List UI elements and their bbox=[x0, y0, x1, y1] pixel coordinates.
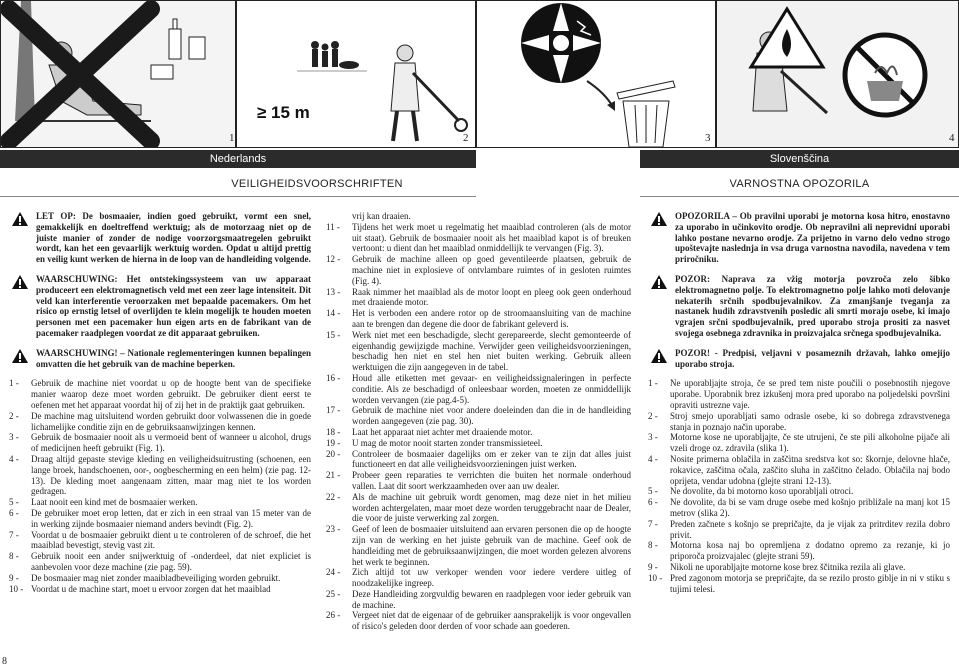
list-item: 9 - Nikoli ne uporabljajte motorne kose brez ščitnika rezila ali glave. bbox=[648, 561, 906, 572]
warning-icon bbox=[11, 211, 29, 227]
list-item: 12 - Gebruik de machine alleen op goed geventileerde plaatsen, gebruik de machine niet in explosieve of ontvlambare ruimtes of in gesloten ruimtes (Fig. 4). bbox=[326, 254, 631, 286]
figure-1-number: 1 bbox=[229, 132, 235, 144]
warning-icon bbox=[11, 348, 29, 364]
warning-icon bbox=[650, 211, 668, 227]
figure-2-safety-distance bbox=[236, 0, 476, 148]
warning-icon bbox=[11, 274, 29, 290]
list-item: 23 - Geef of leen de bosmaaier uitsluitend aan ervaren personen die op de hoogte zijn van de werking en het juiste gebruik van de machine. Geef ook de handleiding met de gebruiksaanwijzingen, die moet worden gelezen alvorens het werk te beginnen. bbox=[326, 524, 631, 567]
list-item: 1 - Ne uporabljajte stroja, če se pred tem niste poučili o posebnostih njegove uporabe. Uporabnik brez izkušenj mora pred uporabo na poljedelski površini opraviti ustrezne vaje. bbox=[648, 378, 950, 410]
warning-icon bbox=[650, 348, 668, 364]
list-item: 4 - Draag altijd gepaste stevige kleding en veiligheidsuitrusting (schoenen, een lange broek, handschoenen, oor-, oogbescherming en een helm) (zie pag. 12-13). De kleding moet aangenaam zitten, maar mag niet te los worden gedragen. bbox=[9, 453, 311, 497]
list-item: 19 - U mag de motor nooit starten zonder transmissieteel. bbox=[326, 437, 543, 448]
page-number: 8 bbox=[2, 656, 7, 667]
list-item: 6 - Ne dovolite, da bi se vam druge osebe med košnjo približale na manj kot 15 metrov (slika 2). bbox=[648, 497, 950, 518]
list-item: 2 - Stroj smejo uporabljati samo odrasle osebe, ki so dobrega zdravstvenega stanja in poznajo način uporabe. bbox=[648, 410, 950, 432]
warning-block bbox=[648, 274, 950, 339]
warning-block bbox=[9, 348, 311, 370]
distance-label: ≥ 15 m bbox=[257, 103, 310, 122]
list-item: 7 - Preden začnete s košnjo se prepričajte, da je vijak za pritrditev rezila dobro privit. bbox=[648, 518, 950, 540]
figure-3-replace-blade bbox=[476, 0, 716, 148]
list-item: 7 - Voordat u de bosmaaier gebruikt dient u te controleren of de schroef, die het maaiblad bevestigt, stevig vast zit. bbox=[9, 529, 311, 551]
language-bar-slovenian bbox=[640, 150, 959, 168]
list-item: 8 - Motorna kosa naj bo opremljena z dodatno opremo za rezanje, ki jo priporoča proizvajalec (glejte strani 59). bbox=[648, 540, 950, 562]
dutch-column-2 bbox=[326, 211, 631, 632]
list-item: 5 - Ne dovolite, da bi motorno koso uporabljali otroci. bbox=[648, 486, 854, 497]
list-item: 14 - Het is verboden een andere rotor op de stroomaansluiting van de machine aan te brengen dan degene die door de fabrikant geleverd is. bbox=[326, 308, 631, 329]
language-label-dutch: Nederlands bbox=[209, 153, 267, 165]
warning-text: POZOR! - Predpisi, veljavni v posameznih državah, lahko omejijo uporabo stroja. bbox=[675, 347, 950, 369]
slovenian-column bbox=[648, 211, 950, 594]
list-item: 8 - Gebruik nooit een ander snijwerktuig of -onderdeel, dat niet expliciet is aanbevolen voor deze machine (zie pag. 59). bbox=[9, 551, 311, 572]
language-label-slovenian: Slovenščina bbox=[769, 153, 830, 165]
list-item: 11 - Tijdens het werk moet u regelmatig het maaiblad controleren (als de motor uit staat). Gebruik de bosmaaier nooit als het maaiblad kapot is of breuken vertoont: u dient dan het maaiblad onmiddellijk te vervangen (Fig. 3). bbox=[326, 221, 631, 254]
figure-3-number: 3 bbox=[705, 132, 711, 144]
list-item: 10 - Voordat u de machine start, moet u ervoor zorgen dat het maaiblad bbox=[9, 583, 271, 594]
list-item: 2 - De machine mag uitsluitend worden gebruikt door volwassenen die in goede lichamelijke conditie zijn en de gebruiksaanwijzingen kennen. bbox=[9, 410, 311, 432]
list-item: 16 - Houd alle etiketten met gevaar- en veiligheidssignaleringen in perfecte conditie. Als ze beschadigd of onleesbaar worden, moeten ze onmiddellijk worden vervangen (zie pag.4-5). bbox=[326, 372, 631, 405]
language-bar-dutch bbox=[0, 150, 476, 168]
list-item: 4 - Nosite primerna oblačila in zaščitna sredstva kot so: škornje, delovne hlače, rokavice, zaščitna očala, zaščito sluha in zaščitno čelado. Oblačila naj bodo oprijeta, vendar udobna (glejte strani 12-13). bbox=[648, 453, 950, 486]
list-item: 3 - Motorne kose ne uporabljajte, če ste utrujeni, če ste pili alkoholne pijače ali vzeli droge oz. zdravila (slika 1). bbox=[648, 432, 950, 454]
list-item: 6 - De gebruiker moet erop letten, dat er zich in een straal van 15 meter van de in werking zijnde bosmaaier niemand anders bevindt (Fig. 2). bbox=[9, 507, 311, 529]
list-item: 3 - Gebruik de bosmaaier nooit als u vermoeid bent of wanneer u alcohol, drugs of medicijnen heeft gebruikt (Fig. 1). bbox=[9, 432, 311, 454]
section-title-slovenian: VARNOSTNA OPOZORILA bbox=[729, 178, 870, 190]
warning-text: WAARSCHUWING! – Nationale reglementeringen kunnen bepalingen omvatten die het gebruik van de machine beperken. bbox=[36, 347, 311, 369]
list-item: 18 - Laat het apparaat niet achter met draaiende motor. bbox=[326, 426, 533, 437]
warning-icon bbox=[650, 274, 668, 290]
list-item: 13 - Raak nimmer het maaiblad als de motor loopt en pleeg ook geen onderhoud met draaiende motor. bbox=[326, 286, 631, 308]
divider-left bbox=[0, 196, 476, 197]
list-item: 21 - Probeer geen reparaties te verrichten die buiten het normale onderhoud vallen. Laat dit soort werkzaamheden over aan uw dealer. bbox=[326, 470, 631, 491]
list-item: 1 - Gebruik de machine niet voordat u op de hoogte bent van de specifieke manier waarop deze moet worden gebruikt. De gebruiker dient eerst te oefenen met het apparaat voordat hij of zij het in de praktijk gaat gebruiken. bbox=[9, 378, 311, 410]
list-item: 10 - Pred zagonom motorja se prepričajte, da se rezilo prosto giblje in ni v stiku s tujimi telesi. bbox=[648, 572, 950, 594]
illustration-strip bbox=[0, 0, 959, 148]
warning-block bbox=[9, 211, 311, 265]
list-item: 20 - Controleer de bosmaaier dagelijks om er zeker van te zijn dat alles juist functioneert en dat alle veiligheidsvoorzieningen juist werken. bbox=[326, 448, 631, 470]
safety-list-slovenian bbox=[648, 378, 950, 594]
warning-block bbox=[648, 348, 950, 370]
figure-2-number: 2 bbox=[463, 132, 469, 144]
list-item: 5 - Laat nooit een kind met de bosmaaier werken. bbox=[9, 497, 198, 508]
figure-4-number: 4 bbox=[949, 132, 955, 144]
section-title-dutch: VEILIGHEIDSVOORSCHRIFTEN bbox=[231, 178, 403, 190]
list-item: 15 - Werk niet met een beschadigde, slecht gerepareerde, slecht gemonteerde of eigenhandig gewijzigde machine. Verwijder geen veiligheidsvoorzieningen, beschadig hen niet en stel hen niet buiten werking. Gebruik alleen werktuigen die zijn aangegeven in de tabel. bbox=[326, 329, 631, 373]
warning-text: POZOR: Naprava za vžig motorja povzroča zelo šibko elektromagnetno polje. To elektromagnetno polje lahko moti delovanje nekaterih srčnih spodbujevalnikov. Za zmanjšanje tveganja za nastanek hudih zdravstvenih posledic ali smrti morajo osebe, ki imajo vgrajen srčni spodbujevalnik, pred uporabo stroja prositi za nasvet svojega osebnega zdravnika in proizvajalca srčnega spodbujevalnika. bbox=[675, 273, 950, 338]
figure-4-no-enclosed-spaces bbox=[716, 0, 959, 148]
figure-1-no-alcohol bbox=[0, 0, 236, 148]
warning-text: LET OP: De bosmaaier, indien goed gebruikt, vormt een snel, gemakkelijk en doeltreffend werktuig; als de motorzaag niet op de juiste manier of zonder de nodige voorzorgsmaatregelen gebruikt wordt, kan het een gevaarlijk werktuig worden. Opdat u altijd prettig en veilig kunt werken de hierna in de loop van de handleiding volgende. bbox=[36, 211, 311, 265]
safety-list-continued bbox=[326, 222, 631, 632]
list-item: 24 - Zich altijd tot uw verkoper wenden voor iedere verdere uitleg of noodzakelijke ingreep. bbox=[326, 567, 631, 589]
list-item: 22 - Als de machine uit gebruik wordt genomen, mag deze niet in het milieu worden achtergelaten, maar moet deze worden teruggebracht naar de Dealer, die voor de juiste verwerking zal zorgen. bbox=[326, 491, 631, 524]
warning-block bbox=[648, 211, 950, 265]
warning-text: OPOZORILA – Ob pravilni uporabi je motorna kosa hitro, enostavno za uporabo in učinkovito orodje. Ob nepravilni ali neprevidni uporabi lahko postane nevarno orodje. Za prijetno in varno delo vedno strogo upoštevajte naslednja in vsa druga varnostna navodila, navedena v tem priročniku. bbox=[675, 211, 950, 265]
list-item: 26 - Vergeet niet dat de eigenaar of de gebruiker aansprakelijk is voor ongevallen of risico's geleden door derden of voor schade aan goederen. bbox=[326, 610, 631, 632]
warning-text: WAARSCHUWING: Het ontstekingssysteem van uw apparaat produceert een elektromagnetisch veld met een zeer lage intensiteit. Dit veld kan interferentie veroorzaken met bepaalde pacemakers. Om het risico op ernstig letsel of overlijden te klein mogelijk te houden moeten personen met een pacemaker hun eigen arts en de fabrikant van de pacemaker raadplegen voordat ze dit apparaat gebruiken. bbox=[36, 273, 311, 338]
list-item: 25 - Deze Handleiding zorgvuldig bewaren en raadplegen voor ieder gebruik van de machine. bbox=[326, 588, 631, 610]
dutch-column-1 bbox=[9, 211, 311, 594]
divider-right bbox=[640, 196, 959, 197]
continuation-text: vrij kan draaien. bbox=[352, 211, 411, 221]
warning-block bbox=[9, 274, 311, 339]
safety-list bbox=[9, 378, 311, 594]
list-item: 9 - De bosmaaier mag niet zonder maaibladbeveiliging worden gebruikt. bbox=[9, 572, 281, 583]
list-item: 17 - Gebruik de machine niet voor andere doeleinden dan die in de handleiding worden aangegeven (zie pag. 30). bbox=[326, 405, 631, 427]
